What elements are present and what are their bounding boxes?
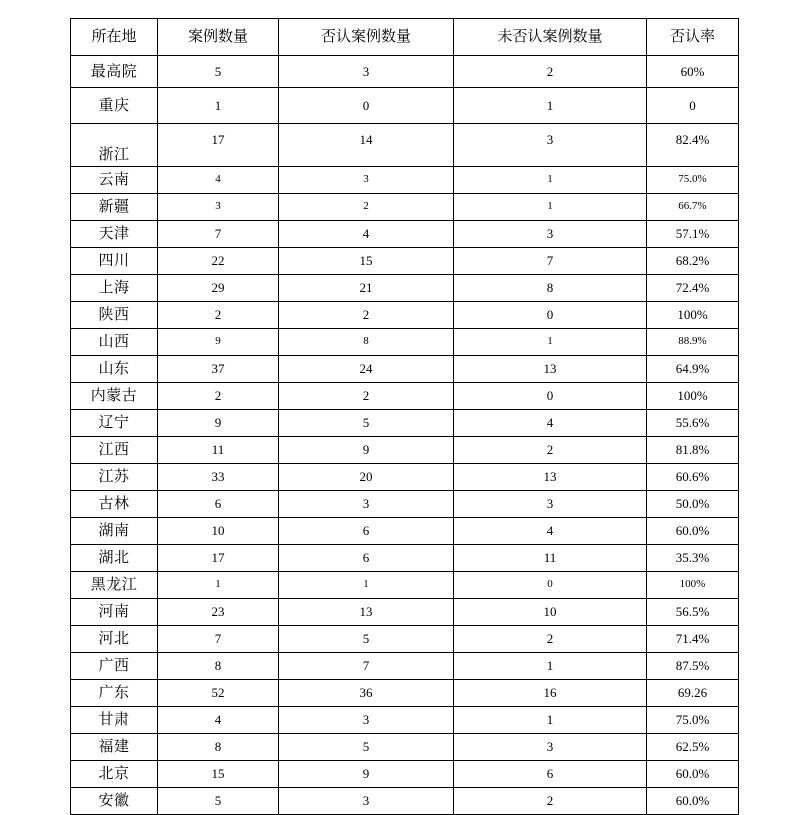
table-row [71,464,739,491]
cell-rate: 75.0% [647,707,739,734]
cell-location: 陕西 [71,302,158,329]
cell-not-denied: 13 [454,464,647,491]
cell-total: 9 [158,329,279,356]
cell-not-denied: 4 [454,518,647,545]
table-row [71,491,739,518]
cell-denied: 3 [279,491,454,518]
cell-total: 29 [158,275,279,302]
cell-not-denied: 2 [454,626,647,653]
cell-location: 内蒙古 [71,383,158,410]
cell-location: 浙江 [71,124,158,167]
cell-rate: 100% [647,302,739,329]
table-header [71,19,739,56]
cell-total: 37 [158,356,279,383]
cell-total: 17 [158,545,279,572]
table-row [71,194,739,221]
column-header-not-denied: 未否认案例数量 [454,19,647,56]
cell-denied: 36 [279,680,454,707]
cell-location: 江苏 [71,464,158,491]
cell-denied: 24 [279,356,454,383]
cell-not-denied: 1 [454,329,647,356]
cell-total: 2 [158,302,279,329]
table-row [71,248,739,275]
cell-total: 4 [158,167,279,194]
cell-not-denied: 2 [454,788,647,815]
cell-rate: 75.0% [647,167,739,194]
cell-rate: 69.26 [647,680,739,707]
cell-denied: 2 [279,302,454,329]
cell-not-denied: 11 [454,545,647,572]
cell-denied: 2 [279,194,454,221]
cell-location: 湖南 [71,518,158,545]
cell-denied: 5 [279,410,454,437]
cell-not-denied: 2 [454,437,647,464]
cell-denied: 9 [279,437,454,464]
cell-location: 广东 [71,680,158,707]
cell-location: 甘肃 [71,707,158,734]
cell-denied: 9 [279,761,454,788]
table-row [71,572,739,599]
cell-location: 新疆 [71,194,158,221]
cell-location: 广西 [71,653,158,680]
cell-location: 山东 [71,356,158,383]
cell-location: 重庆 [71,88,158,124]
cell-denied: 6 [279,518,454,545]
cell-rate: 60.0% [647,788,739,815]
cell-denied: 14 [279,124,454,167]
table-row [71,518,739,545]
table-row [71,221,739,248]
cell-not-denied: 4 [454,410,647,437]
cell-location: 天津 [71,221,158,248]
table-row [71,761,739,788]
cell-location: 最高院 [71,56,158,88]
table-row [71,410,739,437]
cell-total: 7 [158,221,279,248]
cell-not-denied: 0 [454,302,647,329]
cell-denied: 2 [279,383,454,410]
table-row [71,707,739,734]
table-row [71,167,739,194]
table-row [71,680,739,707]
cell-location: 河北 [71,626,158,653]
cell-rate: 66.7% [647,194,739,221]
cell-denied: 1 [279,572,454,599]
cell-denied: 6 [279,545,454,572]
cell-rate: 64.9% [647,356,739,383]
cell-total: 11 [158,437,279,464]
cell-total: 4 [158,707,279,734]
table-row [71,356,739,383]
cell-denied: 0 [279,88,454,124]
cell-total: 7 [158,626,279,653]
cell-rate: 87.5% [647,653,739,680]
case-statistics-table [70,18,739,815]
table-row [71,302,739,329]
cell-total: 52 [158,680,279,707]
cell-rate: 68.2% [647,248,739,275]
column-header-total: 案例数量 [158,19,279,56]
cell-total: 17 [158,124,279,167]
cell-total: 1 [158,572,279,599]
cell-denied: 21 [279,275,454,302]
cell-not-denied: 8 [454,275,647,302]
table-row [71,626,739,653]
cell-denied: 13 [279,599,454,626]
cell-not-denied: 0 [454,383,647,410]
cell-denied: 8 [279,329,454,356]
cell-rate: 50.0% [647,491,739,518]
cell-rate: 81.8% [647,437,739,464]
cell-rate: 60.0% [647,518,739,545]
cell-location: 辽宁 [71,410,158,437]
cell-not-denied: 1 [454,167,647,194]
table-row [71,545,739,572]
cell-not-denied: 3 [454,221,647,248]
cell-denied: 4 [279,221,454,248]
cell-location: 四川 [71,248,158,275]
table-header-row [71,19,739,56]
cell-not-denied: 10 [454,599,647,626]
cell-total: 9 [158,410,279,437]
cell-denied: 3 [279,788,454,815]
cell-rate: 82.4% [647,124,739,167]
cell-total: 5 [158,56,279,88]
cell-total: 22 [158,248,279,275]
cell-rate: 72.4% [647,275,739,302]
table-row [71,437,739,464]
table-row [71,734,739,761]
cell-location: 黑龙江 [71,572,158,599]
cell-not-denied: 3 [454,124,647,167]
cell-location: 北京 [71,761,158,788]
cell-rate: 57.1% [647,221,739,248]
cell-location: 湖北 [71,545,158,572]
cell-not-denied: 2 [454,56,647,88]
table-row [71,383,739,410]
cell-denied: 5 [279,626,454,653]
cell-total: 23 [158,599,279,626]
cell-total: 8 [158,653,279,680]
table-row [71,599,739,626]
table-row [71,653,739,680]
table-row [71,788,739,815]
cell-rate: 60.0% [647,761,739,788]
table-row [71,56,739,88]
cell-not-denied: 0 [454,572,647,599]
cell-rate: 56.5% [647,599,739,626]
cell-rate: 88.9% [647,329,739,356]
cell-total: 10 [158,518,279,545]
cell-total: 8 [158,734,279,761]
table-row [71,329,739,356]
table-row [71,88,739,124]
cell-rate: 55.6% [647,410,739,437]
cell-total: 6 [158,491,279,518]
table-row [71,124,739,167]
cell-total: 1 [158,88,279,124]
cell-location: 山西 [71,329,158,356]
cell-total: 33 [158,464,279,491]
cell-total: 15 [158,761,279,788]
cell-denied: 7 [279,653,454,680]
cell-not-denied: 1 [454,88,647,124]
cell-not-denied: 6 [454,761,647,788]
cell-denied: 3 [279,707,454,734]
cell-not-denied: 1 [454,707,647,734]
cell-rate: 60.6% [647,464,739,491]
cell-not-denied: 3 [454,734,647,761]
cell-rate: 100% [647,383,739,410]
column-header-rate: 否认率 [647,19,739,56]
cell-rate: 71.4% [647,626,739,653]
column-header-denied: 否认案例数量 [279,19,454,56]
table-row [71,275,739,302]
cell-location: 上海 [71,275,158,302]
cell-location: 安徽 [71,788,158,815]
cell-not-denied: 3 [454,491,647,518]
column-header-location: 所在地 [71,19,158,56]
cell-not-denied: 16 [454,680,647,707]
cell-rate: 62.5% [647,734,739,761]
cell-not-denied: 1 [454,194,647,221]
cell-rate: 35.3% [647,545,739,572]
cell-location: 云南 [71,167,158,194]
cell-denied: 3 [279,167,454,194]
cell-location: 古林 [71,491,158,518]
cell-rate: 0 [647,88,739,124]
table-body [71,56,739,815]
cell-denied: 3 [279,56,454,88]
statistics-table-container [70,18,738,815]
cell-rate: 60% [647,56,739,88]
cell-total: 2 [158,383,279,410]
cell-location: 江西 [71,437,158,464]
cell-denied: 20 [279,464,454,491]
cell-location: 福建 [71,734,158,761]
cell-denied: 15 [279,248,454,275]
cell-not-denied: 1 [454,653,647,680]
cell-denied: 5 [279,734,454,761]
cell-not-denied: 13 [454,356,647,383]
cell-total: 5 [158,788,279,815]
cell-total: 3 [158,194,279,221]
cell-not-denied: 7 [454,248,647,275]
cell-rate: 100% [647,572,739,599]
cell-location: 河南 [71,599,158,626]
